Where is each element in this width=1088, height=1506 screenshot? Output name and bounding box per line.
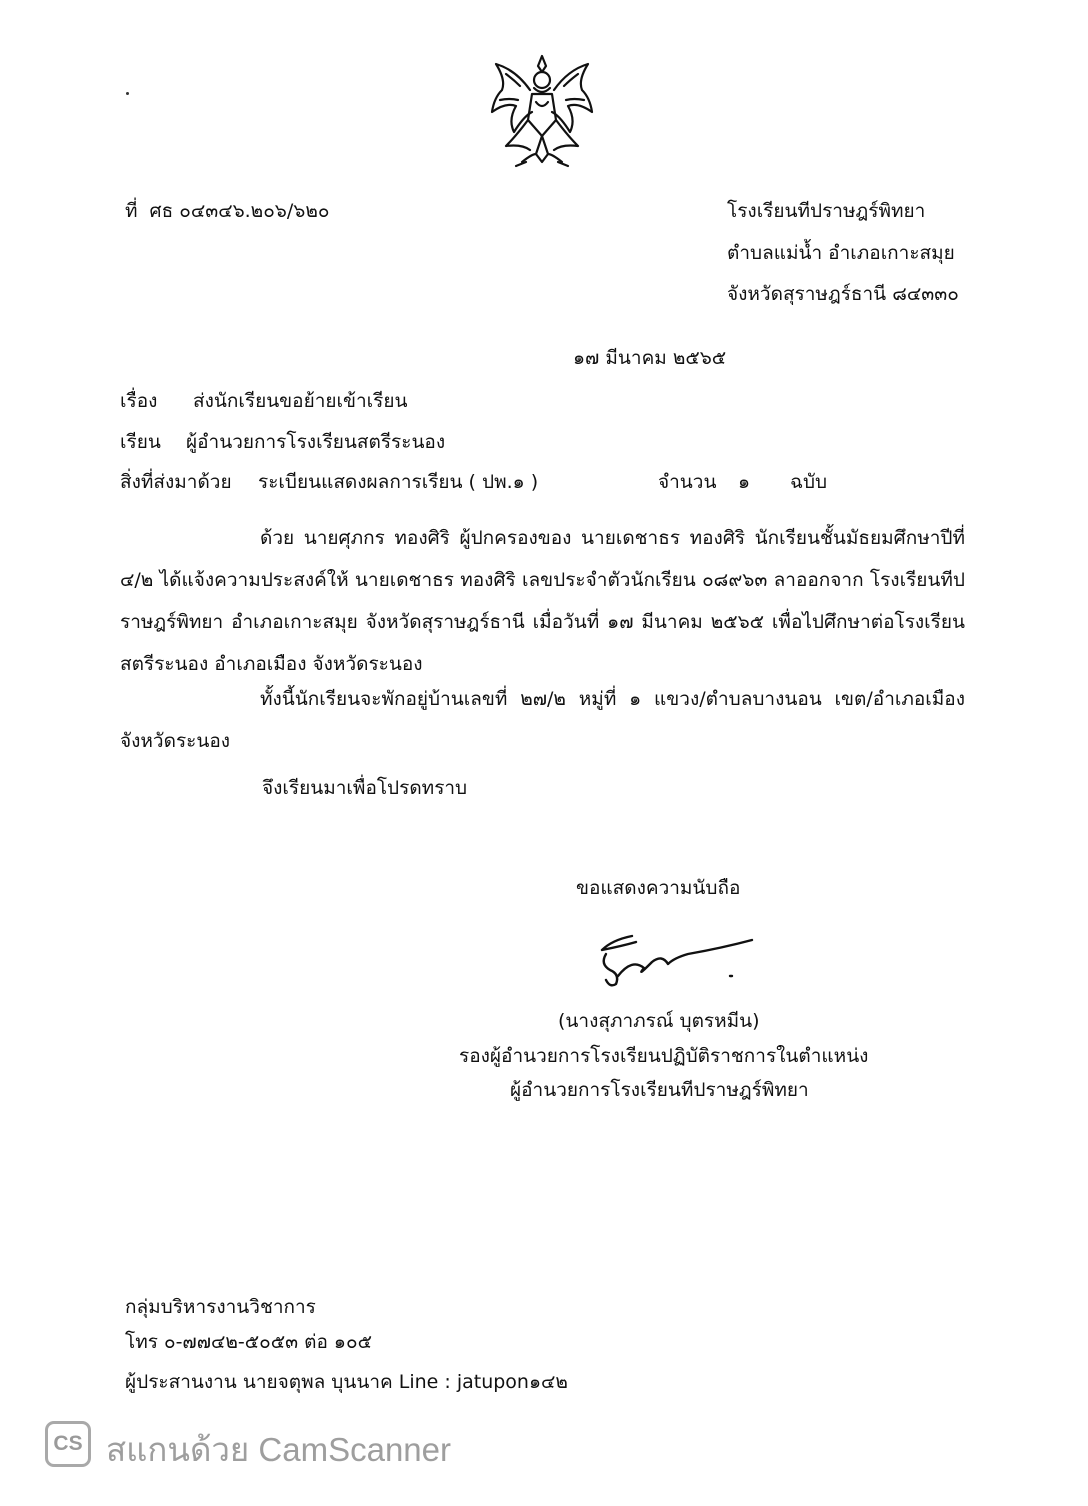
recipient-label: เรียน	[120, 431, 161, 453]
sender-address-line1: ตำบลแม่น้ำ อำเภอเกาะสมุย	[727, 242, 955, 264]
closing-regards: ขอแสดงความนับถือ	[576, 877, 741, 899]
enclosure-text: ระเบียนแสดงผลการเรียน ( ปพ.๑ )	[258, 471, 539, 493]
enclosure-unit: ฉบับ	[790, 471, 828, 493]
footer-phone: โทร ๐-๗๗๔๒-๕๐๕๓ ต่อ ๑๐๕	[125, 1331, 372, 1353]
stray-dot	[126, 92, 129, 95]
garuda-emblem-icon	[486, 50, 598, 176]
subject-text: ส่งนักเรียนขอย้ายเข้าเรียน	[193, 390, 408, 412]
subject-label: เรื่อง	[120, 390, 158, 412]
reference-line	[125, 196, 329, 226]
enclosure-count: ๑	[738, 471, 751, 493]
enclosure-count-label: จำนวน	[658, 471, 717, 493]
body-paragraph-2: ทั้งนี้นักเรียนจะพักอยู่บ้านเลขที่ ๒๗/๒ หมู่ที่ ๑ แขวง/ตำบลบางนอน เขต/อำเภอเมือง จังหวัดระนอง	[120, 688, 965, 752]
footer-coordinator: ผู้ประสานงาน นายจตุพล บุนนาค Line : jatupon๑๔๒	[125, 1371, 568, 1393]
letter-date: ๑๗ มีนาคม ๒๕๖๕	[573, 347, 727, 369]
signatory-name: (นางสุภาภรณ์ บุตรหมีน)	[558, 1010, 760, 1032]
reference-label: ที่	[125, 200, 138, 222]
camscanner-logo-icon: CS	[45, 1421, 91, 1467]
enclosure-label: สิ่งที่ส่งมาด้วย	[120, 471, 232, 493]
sender-address-line2: จังหวัดสุราษฎร์ธานี ๘๔๓๓๐	[727, 283, 959, 305]
footer-department: กลุ่มบริหารงานวิชาการ	[125, 1296, 316, 1318]
reference-number: ศธ ๐๔๓๔๖.๒๐๖/๖๒๐	[149, 200, 330, 222]
body-paragraph-1: ด้วย นายศุภกร ทองศิริ ผู้ปกครองของ นายเดชาธร ทองศิริ นักเรียนชั้นมัธยมศึกษาปีที่ ๔/๒ ได้แจ้งความประสงค์ให้ นายเดชาธร ทองศิริ เลขประจำตัวนักเรียน ๐๘๙๖๓ ลาออกจาก โรงเรียนทีปราษฎร์พิทยา อำเภอเกาะสมุย จังหวัดสุราษฎร์ธานี เมื่อวันที่ ๑๗ มีนาคม ๒๕๖๕ เพื่อไปศึกษาต่อโรงเรียนสตรีระนอง อำเภอเมือง จังหวัดระนอง	[120, 527, 965, 675]
recipient-text: ผู้อำนวยการโรงเรียนสตรีระนอง	[186, 431, 446, 453]
closing-sentence: จึงเรียนมาเพื่อโปรดทราบ	[262, 777, 468, 799]
camscanner-watermark: สแกนด้วย CamScanner	[106, 1431, 452, 1468]
signatory-position-1: รองผู้อำนวยการโรงเรียนปฏิบัติราชการในตำแหน่ง	[459, 1045, 869, 1067]
signatory-position-2: ผู้อำนวยการโรงเรียนทีปราษฎร์พิทยา	[510, 1079, 809, 1101]
sender-name: โรงเรียนทีปราษฎร์พิทยา	[727, 200, 926, 222]
handwritten-signature	[592, 918, 762, 998]
